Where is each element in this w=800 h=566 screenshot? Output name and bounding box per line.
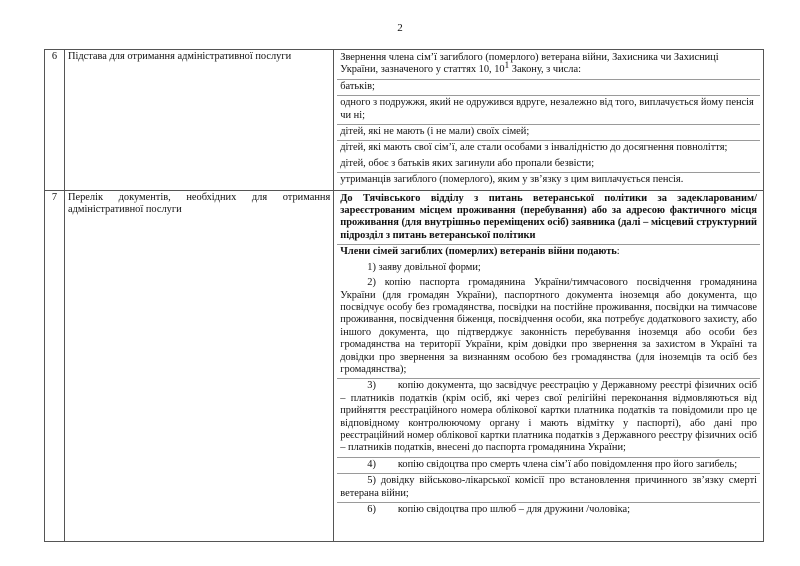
item-text: копію паспорта громадянина України/тимчасового посвідчення громадянина України (для громадян України), паспортного документа іноземця або документа, що посвідчує особу без громадянства, посвідки на постійне проживання, посвідки на тимчасове проживання, посвідчення біженця, посвідчення особи, яка потребує додаткового захисту, або іншого документа, що підтверджує законність перебування іноземця або особи без громадянства на території України, крім довідки про звернення за захистом в Україні та довідки про звернення за визнанням особою без громадянства (для іноземців та осіб без громадянства); (340, 277, 757, 375)
documents-heading-text: Члени сімей загиблих (померлих) ветеранів війни подають (340, 246, 617, 258)
document-item (337, 379, 760, 457)
table-row (45, 50, 764, 191)
item-number: 2) (367, 277, 376, 289)
row-label-text: Перелік документів, необхідних для отримання адміністративної послуги (67, 191, 331, 216)
item-text: довідку військово-лікарської комісії про встановлення причинного зв’язку смерті ветерана війни; (340, 475, 757, 499)
row-label (64, 190, 333, 541)
item-number: 6) (367, 504, 376, 515)
basis-item: батьків; (337, 80, 760, 96)
row-content (334, 50, 764, 191)
document-item (337, 261, 760, 276)
document-item (337, 503, 760, 518)
item-number: 5) (367, 475, 376, 487)
basis-item: дітей, обоє з батьків яких загинули або пропали безвісти; (337, 157, 760, 173)
item-text: копію документа, що засвідчує реєстрацію у Державному реєстрі фізичних осіб – платників податків (крім осіб, які через свої релігійні переконання відмовляються від прийняття реєстраційного номера облікової картки платника податків та повідомили про це відповідному контролюючому органу і мають відмітку у паспорті), або дані про реєстраційний номер облікової картки платника податків з Державного реєстру фізичних осіб – платників податків, внесені до паспорта громадянина України; (340, 380, 757, 454)
item-text: копію свідоцтва про шлюб – для дружини /чоловіка; (397, 504, 631, 515)
table-row (45, 190, 764, 541)
basis-item: дітей, які не мають (і не мали) своїх сімей; (337, 125, 760, 141)
row-number: 6 (45, 50, 65, 191)
basis-intro-tail: Закону, з числа: (509, 64, 581, 76)
basis-intro (337, 51, 760, 80)
basis-item: дітей, які мають свої сім’ї, але стали особами з інвалідністю до досягнення повноліття; (340, 142, 728, 154)
document-item (337, 474, 760, 503)
row-content (334, 190, 764, 541)
basis-intro-text: Звернення члена сім’ї загиблого (померлого) ветерана війни, Захисника чи Захисниці України, зазначеного у статтях 10, 10 (340, 52, 719, 76)
basis-item: одного з подружжя, який не одружився вдруге, незалежно від того, виплачується йому пенсія чи ні; (337, 96, 760, 125)
row-label: Підстава для отримання адміністративної послуги (64, 50, 333, 191)
superscript: 1 (504, 60, 510, 71)
office-text: До Тячівського відділу з питань ветеранської політики за задекларованим/зареєстрованим місцем проживання (перебування) або за адресою фактичного місця проживання (для внутрішньо переміщених осіб) заявника (далі – місцевий структурний підрозділ з питань ветеранської політики (337, 192, 760, 246)
services-table (44, 49, 764, 542)
item-text: копію свідоцтва про смерть члена сім’ї або повідомлення про його загибель; (397, 458, 738, 470)
basis-item: утриманців загиблого (померлого), яким у зв’язку з цим виплачується пенсія. (340, 174, 684, 186)
page-number: 2 (397, 22, 403, 34)
item-number: 3) (367, 380, 376, 392)
item-text: заяву довільної форми; (378, 261, 481, 273)
item-number: 1) (367, 261, 376, 273)
document-item (337, 458, 760, 474)
document-item (337, 276, 760, 379)
heading-colon: : (616, 246, 620, 258)
documents-heading (337, 245, 760, 260)
item-number: 4) (367, 458, 376, 470)
row-number: 7 (45, 190, 65, 541)
